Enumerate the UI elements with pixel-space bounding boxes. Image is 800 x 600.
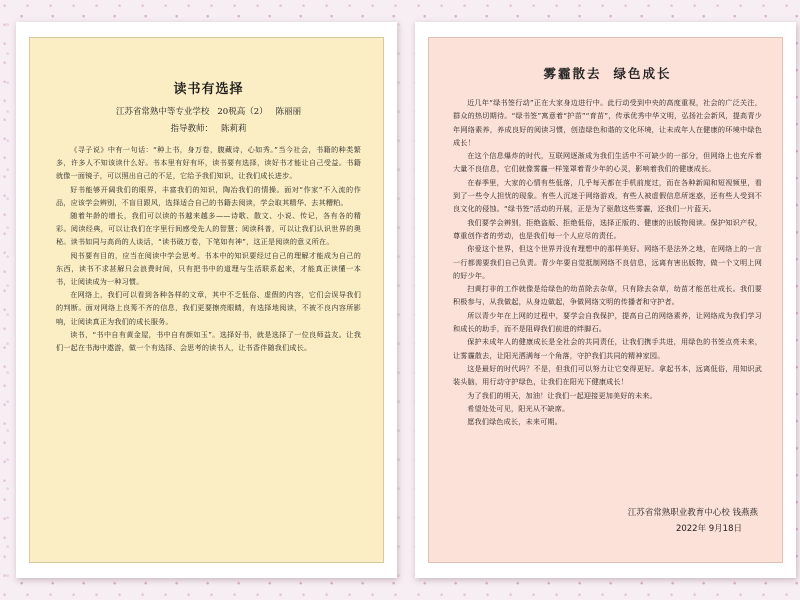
right-closing-line: 希望处处可见，阳光从不缺席。	[467, 403, 570, 413]
right-paragraph: 近几年“绿书签行动”正在大家身边进行中。此行动受到中央的高度重视，社会的广泛关注，群众的热切期待。“绿书签”寓意着“护苗”“育苗”，传承优秀中华文明，弘扬社会新风，提高青少年网络素养，养成良好的阅读习惯，创造绿色和谐的文化环境，让未成年人在健康的环境中绿色成长！	[453, 98, 762, 147]
left-essay-body	[56, 143, 361, 354]
right-paragraph: 这是最好的时代吗？不是，但我们可以努力让它变得更好。拿起书本，远离低俗，用知识武装头脑，用行动守护绿色，让我们在阳光下健康成长！	[453, 363, 762, 387]
right-essay-signature: 江苏省常熟职业教育中心校 钱燕燕	[627, 508, 758, 518]
right-closing-line: 愿我们绿色成长，未来可期。	[467, 417, 563, 427]
left-essay-teacher-line	[56, 124, 361, 135]
left-essay-byline	[56, 107, 361, 118]
left-essay-author: 陈丽丽	[275, 107, 302, 117]
right-paragraph: 保护未成年人的健康成长是全社会的共同责任，让我们携手共进，用绿色的书签点亮未来，让雾霾散去，让阳光洒满每一个角落，守护我们共同的精神家园。	[453, 337, 762, 360]
right-essay-body	[453, 96, 762, 428]
left-essay-panel	[29, 37, 384, 563]
right-paragraph: 我们要学会辨别，拒绝盗版、拒绝低俗，选择正版的、健康的出版物阅读。保护知识产权，尊重创作者的劳动，也是我们每一个人应尽的责任。	[453, 217, 762, 240]
left-paragraph: 好书能够开阔我们的眼界，丰富我们的知识，陶冶我们的情操。面对“作家”不入流的作品，应该学会辨别，不盲目跟风，选择适合自己的书籍去阅读，学会取其精华、去其糟粕。	[56, 184, 361, 207]
left-paragraph: 在网络上，我们可以看到各种各样的文章，其中不乏低俗、虚假的内容，它们会误导我们的判断。面对网络上良莠不齐的信息，我们更要擦亮眼睛，有选择地阅读，不被不良内容所影响，让阅读真正为我们的成长服务。	[56, 290, 361, 326]
left-essay-sheet	[16, 22, 397, 578]
left-essay-title: 读书有选择	[173, 82, 244, 97]
right-paragraph: 所以青少年在上网的过程中，要学会自我保护，提高自己的网络素养，让网络成为我们学习和成长的助手，而不是阻碍我们前进的绊脚石。	[453, 310, 762, 334]
right-title-part2: 绿色成长	[613, 66, 672, 81]
right-title-part1: 雾霾散去	[543, 66, 602, 81]
left-essay-school: 江苏省常熟中等专业学校	[115, 107, 210, 117]
left-essay-class: 20税高（2）	[217, 107, 268, 117]
right-essay-sheet	[415, 22, 796, 578]
left-paragraph: 《寻子说》中有一句话：“种上书，身万卷，腹藏诗，心如秀。”当今社会，书籍的种类繁多，许多人不知该读什么好。书本里有好有坏，读书要有选择，读好书才能让自己受益。书籍就像一面镜子，可以照出自己的不足，它给予我们知识，让我们成长进步。	[56, 145, 361, 181]
right-essay-panel	[428, 37, 783, 563]
right-paragraph: 你爱这个世界，但这个世界并没有理想中的那样美好。网络不是法外之地，在网络上的一言一行都需要我们自己负责。青少年要自觉抵制网络不良信息，远离有害出版物，做一个文明上网的好少年。	[453, 244, 762, 280]
right-paragraph: 为了我们的明天，加油！让我们一起迎接更加美好的未来。	[467, 390, 657, 400]
right-paragraph: 在春季里，大家的心情有些低落，几乎每天都在手机前度过，而在各种新闻和短视频里，看到了一些令人担忧的现象。有些人沉迷于网络游戏，有些人被虚假信息所迷惑，还有些人受到不良文化的侵蚀。“绿书签”活动的开展，正是为了驱散这些雾霾，还我们一片蓝天。	[453, 177, 762, 214]
right-essay-title	[453, 64, 762, 82]
right-paragraph: 扫黄打非的工作就像是给绿色的幼苗除去杂草，只有除去杂草，幼苗才能茁壮成长。我们要积极参与，从我做起，从身边做起，争做网络文明的传播者和守护者。	[453, 284, 762, 307]
right-essay-date: 2022年 9月18日	[675, 524, 742, 534]
left-paragraph: 随着年龄的增长，我们可以读的书越来越多——诗歌、散文、小说、传记，各有各的精彩。阅读经典，可以让我们在字里行间感受先人的智慧；阅读科普，可以让我们认识世界的奥秘。读书如同与高尚的人谈话，“读书破万卷，下笔如有神”，这正是阅读的意义所在。	[56, 211, 361, 247]
left-paragraph: 阅书要有目的，应当在阅读中学会思考。书本中的知识要经过自己的理解才能成为自己的东西，读书不求甚解只会浪费时间，只有把书中的道理与生活联系起来，才能真正读懂一本书，让阅读成为一种习惯。	[56, 250, 361, 287]
left-essay-teacher-label: 指导教师：	[170, 124, 213, 134]
left-paragraph: 读书，“书中自有黄金屋，书中自有颜如玉”。选择好书，就是选择了一位良师益友。让我们一起在书海中遨游，做一个有选择、会思考的读书人，让书香伴随我们成长。	[56, 329, 361, 353]
left-essay-teacher: 陈莉莉	[221, 124, 247, 134]
right-paragraph: 在这个信息爆炸的时代，互联网逐渐成为我们生活中不可缺少的一部分，但网络上也充斥着大量不良信息，它们就像雾霾一样笼罩着青少年的心灵，影响着我们的健康成长。	[453, 151, 762, 174]
